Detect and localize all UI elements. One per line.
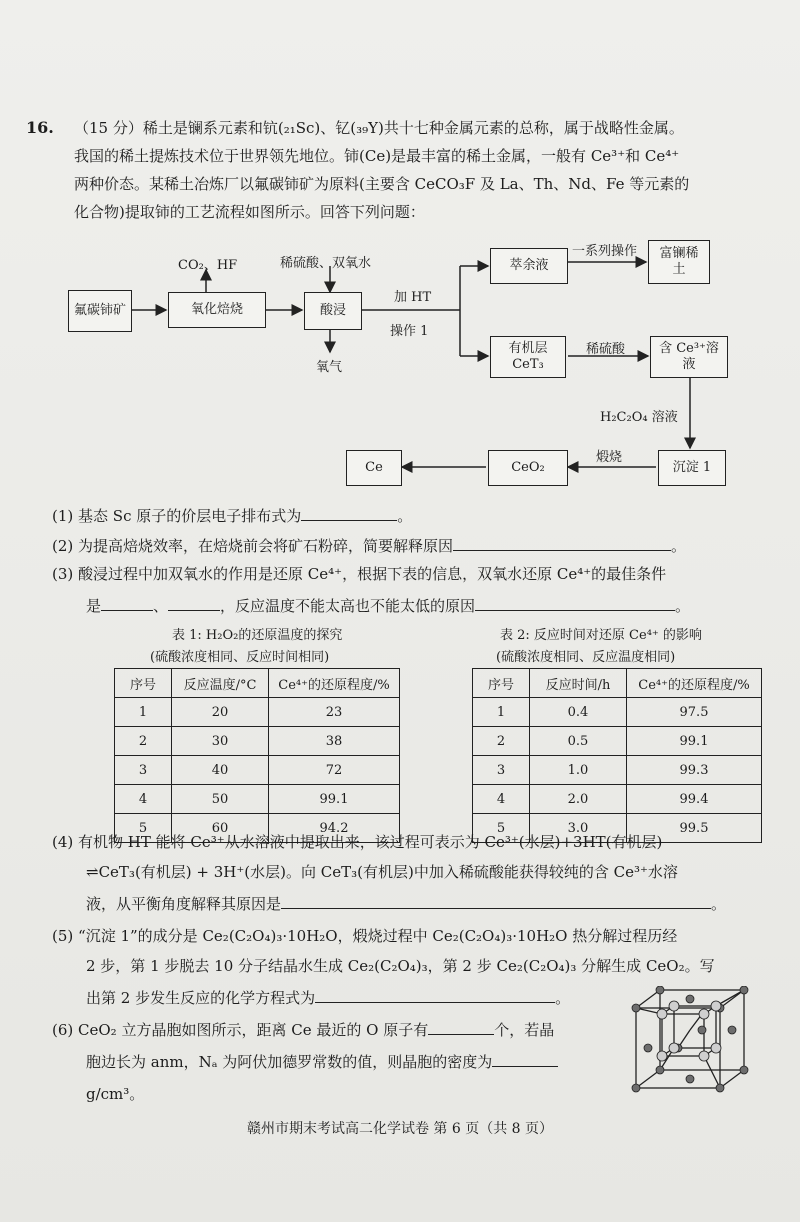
q6-answer-blank-2[interactable] xyxy=(492,1050,558,1067)
q4-text-3: 液，从平衡角度解释其原因是 xyxy=(86,895,282,913)
table1-cell: 99.1 xyxy=(269,785,400,814)
label-co2-hf: CO₂、HF xyxy=(178,258,238,273)
table2-header: 反应时间/h xyxy=(530,669,627,698)
label-acid-h2o2: 稀硫酸、双氧水 xyxy=(280,256,372,271)
label-oxygen: 氧气 xyxy=(316,360,343,375)
table2-cell: 2 xyxy=(473,727,530,756)
q3-text-2b: 、 xyxy=(153,597,169,615)
q5-line-2: 2 步，第 1 步脱去 10 分子结晶水生成 Ce₂(C₂O₄)₃，第 2 步 Ce₂(C₂O₄)₃ 分解生成 CeO₂。写 xyxy=(86,957,715,975)
table2-cell: 99.1 xyxy=(627,727,762,756)
q5-text-1: “沉淀 1”的成分是 Ce₂(C₂O₄)₃·10H₂O，煅烧过程中 Ce₂(C₂O₄)₃·10H₂O 热分解过程历经 xyxy=(78,927,678,945)
table2-cell: 97.5 xyxy=(627,698,762,727)
label-add-ht: 加 HT xyxy=(394,290,432,305)
table2-title: 表 2: 反应时间对还原 Ce⁴⁺ 的影响 xyxy=(500,628,702,643)
ceo2-unit-cell-figure xyxy=(628,986,752,1094)
table1-cell: 20 xyxy=(172,698,269,727)
box-ore: 氟碳铈矿 xyxy=(68,290,132,332)
q6-number: (6) xyxy=(52,1021,74,1039)
intro-line-4: 化合物)提取铈的工艺流程如图所示。回答下列问题： xyxy=(74,203,425,221)
q3-text-1: 酸浸过程中加双氧水的作用是还原 Ce⁴⁺，根据下表的信息，双氧水还原 Ce⁴⁺的最佳条件 xyxy=(78,565,667,583)
table1-cell: 23 xyxy=(269,698,400,727)
table1-cell: 2 xyxy=(115,727,172,756)
table-row xyxy=(473,756,762,785)
table1-subtitle: (硫酸浓度相同、反应时间相同) xyxy=(150,650,330,665)
intro-line-3: 两种价态。某稀土冶炼厂以氟碳铈矿为原料(主要含 CeCO₃F 及 La、Th、Nd、Fe 等元素的 xyxy=(74,175,690,193)
intro-line-2: 我国的稀土提炼技术位于世界领先地位。铈(Ce)是最丰富的稀土金属，一般有 Ce³⁺和 Ce⁴⁺ xyxy=(74,147,680,165)
table2-cell: 99.5 xyxy=(627,814,762,843)
intro-line-1: （15 分）稀土是镧系元素和钪(₂₁Sc)、钇(₃₉Y)共十七种金属元素的总称，属于战略性金属。 xyxy=(74,119,684,137)
q6-answer-blank-1[interactable] xyxy=(428,1018,494,1035)
table1-header: 序号 xyxy=(115,669,172,698)
table1-header-row xyxy=(115,669,400,698)
q3-number: (3) xyxy=(52,565,74,583)
table1-cell: 38 xyxy=(269,727,400,756)
table2-cell: 1 xyxy=(473,698,530,727)
table2-header-row xyxy=(473,669,762,698)
table1-cell: 50 xyxy=(172,785,269,814)
table1-cell: 4 xyxy=(115,785,172,814)
q6-line-3: g/cm³。 xyxy=(86,1085,145,1103)
label-dilute-acid: 稀硫酸 xyxy=(586,342,626,357)
table-row xyxy=(115,785,400,814)
table1-cell: 60 xyxy=(172,814,269,843)
table1-cell: 40 xyxy=(172,756,269,785)
table1-header: Ce⁴⁺的还原程度/% xyxy=(269,669,400,698)
table1-cell: 1 xyxy=(115,698,172,727)
q1-answer-blank[interactable] xyxy=(301,504,397,521)
q5-number: (5) xyxy=(52,927,74,945)
q4-line-1 xyxy=(52,832,760,852)
table2-cell: 1.0 xyxy=(530,756,627,785)
q5-text-3: 出第 2 步发生反应的化学方程式为 xyxy=(86,989,316,1007)
q6-text-1a: CeO₂ 立方晶胞如图所示，距离 Ce 最近的 O 原子有 xyxy=(78,1021,429,1039)
q6-text-2: 胞边长为 anm，Nₐ 为阿伏加德罗常数的值，则晶胞的密度为 xyxy=(86,1053,493,1071)
table-row xyxy=(473,727,762,756)
table-row xyxy=(473,698,762,727)
table-row xyxy=(473,785,762,814)
q2-text: 为提高焙烧效率，在焙烧前会将矿石粉碎，简要解释原因 xyxy=(78,537,454,555)
label-series-ops: 一系列操作 xyxy=(572,244,638,259)
label-calcine: 煅烧 xyxy=(596,450,623,465)
q3-text-2a: 是 xyxy=(86,597,102,615)
table2 xyxy=(472,668,762,843)
table-row xyxy=(115,756,400,785)
q6-line-1 xyxy=(52,1018,620,1040)
table2-cell: 4 xyxy=(473,785,530,814)
box-organic-layer: 有机层 CeT₃ xyxy=(490,336,566,378)
table2-cell: 99.3 xyxy=(627,756,762,785)
table1 xyxy=(114,668,400,843)
table2-cell: 0.5 xyxy=(530,727,627,756)
label-operation-1: 操作 1 xyxy=(390,324,429,339)
box-enriched-la: 富镧稀土 xyxy=(648,240,710,284)
label-oxalic-acid: H₂C₂O₄ 溶液 xyxy=(600,410,678,425)
table2-cell: 3 xyxy=(473,756,530,785)
q4-answer-blank[interactable] xyxy=(281,892,711,909)
table-row xyxy=(115,727,400,756)
box-roast: 氧化焙烧 xyxy=(168,292,266,328)
box-precipitate-1: 沉淀 1 xyxy=(658,450,726,486)
q6-text-1b: 个，若晶 xyxy=(494,1021,555,1039)
box-leach: 酸浸 xyxy=(304,292,362,330)
q1-text: 基态 Sc 原子的价层电子排布式为 xyxy=(78,507,302,525)
q3-answer-blank-3[interactable] xyxy=(475,594,675,611)
table1-cell: 30 xyxy=(172,727,269,756)
box-raffinate: 萃余液 xyxy=(490,248,568,284)
box-ceo2: CeO₂ xyxy=(488,450,568,486)
q1-line: (1) 基态 Sc 原子的价层电子排布式为 。 xyxy=(52,504,760,526)
table1-cell: 72 xyxy=(269,756,400,785)
table2-cell: 99.4 xyxy=(627,785,762,814)
q5-line-1 xyxy=(52,926,760,946)
box-ce: Ce xyxy=(346,450,402,486)
table2-cell: 3.0 xyxy=(530,814,627,843)
table2-cell: 5 xyxy=(473,814,530,843)
table2-header: 序号 xyxy=(473,669,530,698)
table1-header: 反应温度/°C xyxy=(172,669,269,698)
q3-line-1 xyxy=(52,564,760,584)
table2-cell: 0.4 xyxy=(530,698,627,727)
q3-line-2: 是 、 ，反应温度不能太高也不能太低的原因 。 xyxy=(86,594,760,616)
table2-header: Ce⁴⁺的还原程度/% xyxy=(627,669,762,698)
q3-answer-blank-1[interactable] xyxy=(101,594,153,611)
q5-answer-blank[interactable] xyxy=(315,986,555,1003)
q3-answer-blank-2[interactable] xyxy=(168,594,220,611)
q4-line-3: 液，从平衡角度解释其原因是 。 xyxy=(86,892,760,914)
q2-answer-blank[interactable] xyxy=(453,534,671,551)
table2-subtitle: (硫酸浓度相同、反应温度相同) xyxy=(496,650,676,665)
page-footer: 赣州市期末考试高二化学试卷 第 6 页（共 8 页） xyxy=(246,1121,554,1137)
q5-line-3: 出第 2 步发生反应的化学方程式为 。 xyxy=(86,986,760,1008)
q6-line-2 xyxy=(86,1050,620,1072)
q2-number: (2) xyxy=(52,537,74,555)
table-row xyxy=(115,698,400,727)
q1-number: (1) xyxy=(52,507,74,525)
box-ce3-solution: 含 Ce³⁺溶液 xyxy=(650,336,728,378)
table2-cell: 2.0 xyxy=(530,785,627,814)
q3-text-2c: ，反应温度不能太高也不能太低的原因 xyxy=(220,597,476,615)
q2-line: (2) 为提高焙烧效率，在焙烧前会将矿石粉碎，简要解释原因 。 xyxy=(52,534,760,556)
table1-cell: 3 xyxy=(115,756,172,785)
q4-text-1: 有机物 HT 能将 Ce³⁺从水溶液中提取出来，该过程可表示为 Ce³⁺(水层)+3HT(有机层) xyxy=(78,833,663,851)
table1-cell: 5 xyxy=(115,814,172,843)
table1-title: 表 1: H₂O₂的还原温度的探究 xyxy=(172,628,343,643)
q4-line-2: ⇌CeT₃(有机层) + 3H⁺(水层)。向 CeT₃(有机层)中加入稀硫酸能获得较纯的含 Ce³⁺水溶 xyxy=(86,863,678,881)
table1-cell: 94.2 xyxy=(269,814,400,843)
q4-number: (4) xyxy=(52,833,74,851)
question-number: 16. xyxy=(26,118,54,137)
